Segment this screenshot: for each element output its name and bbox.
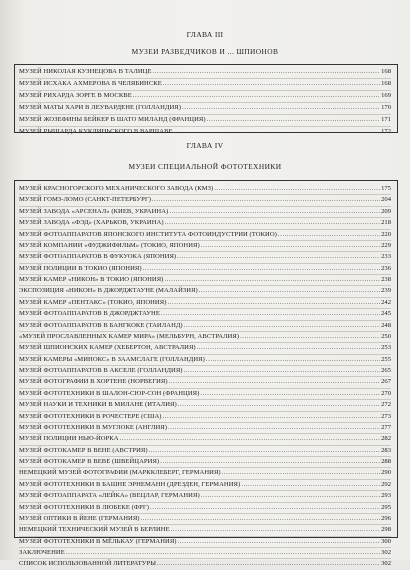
toc-entry-title: МУЗЕЙ ФОТОАППАРАТОВ В АКСЕЛЕ (ГОЛЛАНДИЯ)	[19, 367, 183, 374]
toc-entry	[19, 332, 391, 343]
toc-dot-leader	[165, 218, 381, 228]
toc-dot-leader	[174, 127, 381, 138]
toc-entry-title: МУЗЕЙ КРАСНОГОРСКОГО МЕХАНИЧЕСКОГО ЗАВОДА (КМЗ)	[19, 185, 214, 192]
toc-entry-title: МУЗЕЙ КОМПАНИИ «ФУДЖИФИЛЬМ» (ТОКИО, ЯПОНИЯ)	[19, 241, 200, 249]
toc-entry-title: МУЗЕЙ РЫШАРДА КУКЛИНЬСКОГО В ВАРШАВЕ	[19, 127, 173, 135]
toc-entry-page: 295	[381, 503, 391, 511]
toc-entry-page: 242	[381, 298, 391, 306]
toc-entry-page: 245	[381, 310, 391, 318]
toc-entry-title: МУЗЕЙ ЗАВОДА «ФЭД» (ХАРЬКОВ, УКРАИНА)	[19, 219, 164, 227]
chapter-4-section-title: МУЗЕИ СПЕЦИАЛЬНОЙ ФОТОТЕХНИКИ	[128, 162, 282, 171]
toc-entry	[19, 514, 391, 525]
toc-entry	[19, 67, 391, 79]
chapter-3-heading: ГЛАВА III	[186, 30, 224, 39]
toc-entry	[19, 525, 391, 536]
toc-dot-leader	[222, 468, 380, 478]
toc-dot-leader	[66, 548, 380, 558]
toc-dot-leader	[167, 298, 380, 308]
toc-entry-page: 253	[381, 344, 391, 352]
toc-entry-title: МУЗЕЙ ФОТОТЕХНИКИ В МЁЛЬКАУ (ГЕРМАНИЯ)	[19, 537, 177, 545]
toc-entry-page: 296	[381, 514, 391, 522]
chapter-3-toc-list	[19, 67, 391, 137]
toc-entry	[19, 252, 391, 263]
toc-entry	[19, 79, 391, 91]
toc-entry-page: 218	[381, 219, 391, 227]
toc-entry-page: 168	[381, 79, 391, 87]
toc-entry	[19, 423, 391, 434]
toc-entry-title: МУЗЕЙ ОПТИКИ В ЙЕНЕ (ГЕРМАНИЯ)	[19, 514, 140, 522]
toc-entry-page: 171	[381, 115, 391, 123]
toc-dot-leader	[169, 207, 380, 217]
toc-entry-page: 277	[381, 423, 391, 431]
toc-entry	[19, 286, 391, 297]
toc-entry	[19, 275, 391, 286]
toc-entry-page: 267	[381, 378, 391, 386]
toc-dot-leader	[207, 115, 381, 126]
toc-entry-title: МУЗЕЙ НИКОЛАЯ КУЗНЕЦОВА В ТАЛИЦЕ	[19, 68, 152, 75]
toc-dot-leader	[241, 480, 380, 490]
toc-entry-title: МУЗЕЙ ШПИОНСКИХ КАМЕР (ХЕБЕРТОН, АВСТРАЛИЯ)	[19, 344, 196, 352]
toc-entry-title: МУЗЕЙ ФОТОТЕХНИКИ В РОЧЕСТЕРЕ (США)	[19, 412, 162, 420]
toc-entry-title: МУЗЕЙ ЖОЗЕФИНЫ БЕЙКЕР В ШАТО МИЛАНД (ФРАНЦИЯ)	[19, 115, 206, 123]
toc-dot-leader	[143, 264, 381, 274]
toc-entry	[19, 559, 391, 569]
toc-dot-leader	[160, 457, 380, 467]
chapter-3-toc-box	[14, 64, 398, 133]
toc-entry-page: 170	[381, 103, 391, 111]
toc-dot-leader	[169, 377, 381, 387]
toc-entry	[19, 195, 391, 206]
toc-entry-page: 298	[381, 526, 391, 534]
toc-entry-page: 293	[381, 492, 391, 500]
toc-entry-page: 265	[381, 367, 391, 374]
toc-entry-title: МУЗЕЙ ФОТОТЕХНИКИ В БАШНЕ ЭРНЕМАНН (ДРЕЗДЕН, ГЕРМАНИЯ)	[19, 480, 241, 488]
toc-entry	[19, 343, 391, 354]
toc-entry	[19, 91, 391, 103]
toc-entry	[19, 321, 391, 332]
toc-entry-title: МУЗЕЙ ФОТОГРАФИИ В ХОРТЕНЕ (НОРВЕГИЯ)	[19, 378, 168, 386]
toc-entry-title: МУЗЕЙ РИХАРДА ЗОРГЕ В МОСКВЕ	[19, 91, 132, 99]
toc-entry	[19, 537, 391, 548]
chapter-4-toc-list	[19, 184, 391, 570]
toc-entry-page: 290	[381, 469, 391, 477]
toc-entry	[19, 389, 391, 400]
toc-dot-leader	[214, 184, 380, 194]
toc-entry-title: МУЗЕЙ ПОЛИЦИИ В ТОКИО (ЯПОНИЯ)	[19, 264, 142, 272]
toc-entry-title: МУЗЕЙ ФОТОАППАРАТА «ЛЕЙКА» (ВЕЦЛАР, ГЕРМАНИЯ)	[19, 492, 200, 500]
toc-entry-page: 250	[381, 332, 391, 340]
toc-entry-page: 220	[381, 230, 391, 238]
toc-entry-title: МУЗЕЙ ФОТОТЕХНИКИ В МУГЛОКЕ (АНГЛИЯ)	[19, 423, 167, 431]
toc-entry-title: МУЗЕЙ ФОТОАППАРАТОВ ЯПОНСКОГО ИНСТИТУТА ФОТОИНДУСТРИИ (ТОКИО)	[19, 230, 277, 238]
toc-entry-title: МУЗЕЙ ГОМЗ-ЛОМО (САНКТ-ПЕТЕРБУРГ)	[19, 196, 151, 204]
toc-dot-leader	[184, 321, 380, 331]
toc-entry	[19, 230, 391, 241]
toc-dot-leader	[278, 230, 380, 240]
toc-entry-page: 238	[381, 276, 391, 283]
toc-entry	[19, 298, 391, 309]
toc-dot-leader	[157, 559, 380, 569]
toc-entry-page: 168	[381, 68, 391, 75]
toc-entry	[19, 480, 391, 491]
toc-entry-page: 172	[381, 127, 391, 135]
toc-entry-title: ЭКСПОЗИЦИЯ «НИКОН» В ДЖОРДЖТАУНЕ (МАЛАЙЗИЯ)	[19, 287, 198, 295]
toc-dot-leader	[199, 286, 380, 296]
chapter-3-section-title: МУЗЕИ РАЗВЕДЧИКОВ И ... ШПИОНОВ	[131, 47, 279, 56]
toc-entry	[19, 434, 391, 445]
toc-dot-leader	[182, 103, 380, 114]
toc-dot-leader	[171, 525, 380, 535]
toc-dot-leader	[149, 446, 380, 456]
toc-entry	[19, 366, 391, 377]
toc-dot-leader	[178, 537, 381, 547]
toc-dot-leader	[141, 514, 381, 524]
toc-dot-leader	[177, 252, 380, 262]
toc-entry	[19, 241, 391, 252]
toc-entry	[19, 457, 391, 468]
toc-entry	[19, 468, 391, 479]
toc-entry-page: 255	[381, 355, 391, 363]
toc-entry-title: НЕМЕЦКИЙ МУЗЕЙ ФОТОГРАФИИ (МАРККЛЕБЕРГ, ГЕРМАНИЯ)	[19, 469, 221, 477]
toc-entry-title: МУЗЕЙ ФОТОАППАРАТОВ В ФУКУОКА (ЯПОНИЯ)	[19, 253, 177, 261]
toc-entry-page: 302	[381, 549, 391, 556]
toc-dot-leader	[133, 91, 380, 102]
toc-entry	[19, 503, 391, 514]
toc-entry-title: МУЗЕЙ ФОТОКАМЕР В ВЕНЕ (АВСТРИЯ)	[19, 446, 148, 454]
toc-entry	[19, 218, 391, 229]
toc-dot-leader	[240, 332, 380, 342]
toc-dot-leader	[120, 434, 381, 444]
toc-entry-page: 229	[381, 241, 391, 249]
toc-entry	[19, 491, 391, 502]
toc-entry	[19, 207, 391, 218]
toc-dot-leader	[164, 275, 380, 285]
toc-entry-page: 283	[381, 446, 391, 454]
toc-entry-title: МУЗЕЙ ИСХАКА АХМЕРОВА В ЧЕЛЯБИНСКЕ	[19, 79, 162, 87]
toc-dot-leader	[206, 355, 380, 365]
toc-entry-title: МУЗЕЙ ФОТОТЕХНИКИ В ЛЮБЕКЕ (ФРГ)	[19, 503, 149, 511]
toc-entry	[19, 264, 391, 275]
toc-entry-title: МУЗЕЙ ФОТОТЕХНИКИ В ШАЛОН-СЮР-СОН (ФРАНЦИЯ)	[19, 389, 200, 397]
toc-entry-page: 248	[381, 321, 391, 329]
toc-entry	[19, 412, 391, 423]
toc-dot-leader	[184, 366, 381, 376]
toc-entry	[19, 548, 391, 559]
toc-entry-title: МУЗЕЙ ФОТОАППАРАТОВ В ДЖОРДЖТАУНЕ	[19, 310, 160, 318]
toc-entry	[19, 309, 391, 320]
chapter-4-toc-box	[14, 180, 398, 568]
toc-entry-title: МУЗЕЙ НАУКИ И ТЕХНИКИ В МИЛАНЕ (ИТАЛИЯ)	[19, 401, 177, 409]
toc-entry-title: ЗАКЛЮЧЕНИЕ	[19, 549, 65, 556]
toc-entry-title: МУЗЕЙ КАМЕРЫ «МИНОКС» В ЗААМСЛАГЕ (ГОЛЛАНДИЯ)	[19, 355, 205, 363]
toc-entry	[19, 127, 391, 138]
toc-entry	[19, 400, 391, 411]
toc-entry	[19, 446, 391, 457]
toc-dot-leader	[163, 79, 380, 90]
toc-dot-leader	[200, 389, 380, 399]
toc-dot-leader	[197, 343, 380, 353]
toc-dot-leader	[163, 412, 381, 422]
toc-entry-page: 236	[381, 264, 391, 272]
toc-entry-title: МУЗЕЙ ФОТОАППАРАТОВ В БАНГКОКЕ (ТАИЛАНД)	[19, 321, 183, 329]
toc-entry-page: 273	[381, 412, 391, 420]
toc-entry-title: НЕМЕЦКИЙ ТЕХНИЧЕСКИЙ МУЗЕЙ В БЕРЛИНЕ	[19, 526, 170, 534]
toc-dot-leader	[153, 67, 381, 78]
toc-entry-page: 204	[381, 196, 391, 204]
toc-entry-title: МУЗЕЙ ЗАВОДА «АРСЕНАЛ» (КИЕВ, УКРАИНА)	[19, 207, 169, 215]
toc-entry-page: 209	[381, 207, 391, 215]
toc-entry-page: 282	[381, 435, 391, 443]
toc-entry-page: 292	[381, 480, 391, 488]
toc-entry-title: МУЗЕЙ КАМЕР «ПЕНТАКС» (ТОКИО, ЯПОНИЯ)	[19, 298, 167, 306]
toc-entry	[19, 377, 391, 388]
toc-entry-page: 302	[381, 560, 391, 568]
toc-entry-page: 233	[381, 253, 391, 261]
toc-entry-title: МУЗЕЙ МАТЫ ХАРИ В ЛЕУВАРДЕНЕ (ГОЛЛАНДИЯ)	[19, 103, 181, 111]
toc-entry-title: «МУЗЕЙ ПРОСЛАВЛЕННЫХ КАМЕР МИРА» (МЕЛЬБУРН, АВСТРАЛИЯ)	[19, 332, 240, 340]
toc-dot-leader	[178, 400, 380, 410]
toc-entry-page: 239	[381, 287, 391, 295]
toc-entry-title: МУЗЕЙ КАМЕР «НИКОН» В ТОКИО (ЯПОНИЯ)	[19, 276, 164, 283]
toc-entry	[19, 355, 391, 366]
toc-dot-leader	[168, 423, 380, 433]
toc-entry-page: 300	[381, 537, 391, 545]
toc-entry-title: СПИСОК ИСПОЛЬЗОВАННОЙ ЛИТЕРАТУРЫ	[19, 560, 157, 568]
toc-entry-page: 288	[381, 458, 391, 465]
toc-dot-leader	[152, 195, 380, 205]
toc-entry	[19, 103, 391, 115]
toc-entry-title: МУЗЕЙ ФОТОКАМЕР В ВЕВЕ (ШВЕЙЦАРИЯ)	[19, 458, 160, 465]
toc-dot-leader	[201, 241, 380, 251]
toc-entry-page: 175	[381, 185, 391, 192]
toc-dot-leader	[161, 309, 380, 319]
toc-dot-leader	[150, 503, 380, 513]
toc-dot-leader	[201, 491, 380, 501]
toc-entry	[19, 184, 391, 195]
toc-entry	[19, 115, 391, 127]
toc-entry-page: 272	[381, 401, 391, 409]
toc-entry-page: 169	[381, 91, 391, 99]
toc-entry-page: 270	[381, 389, 391, 397]
chapter-4-heading: ГЛАВА IV	[186, 141, 224, 150]
toc-entry-title: МУЗЕЙ ПОЛИЦИИ НЬЮ-ЙОРКА	[19, 435, 119, 443]
